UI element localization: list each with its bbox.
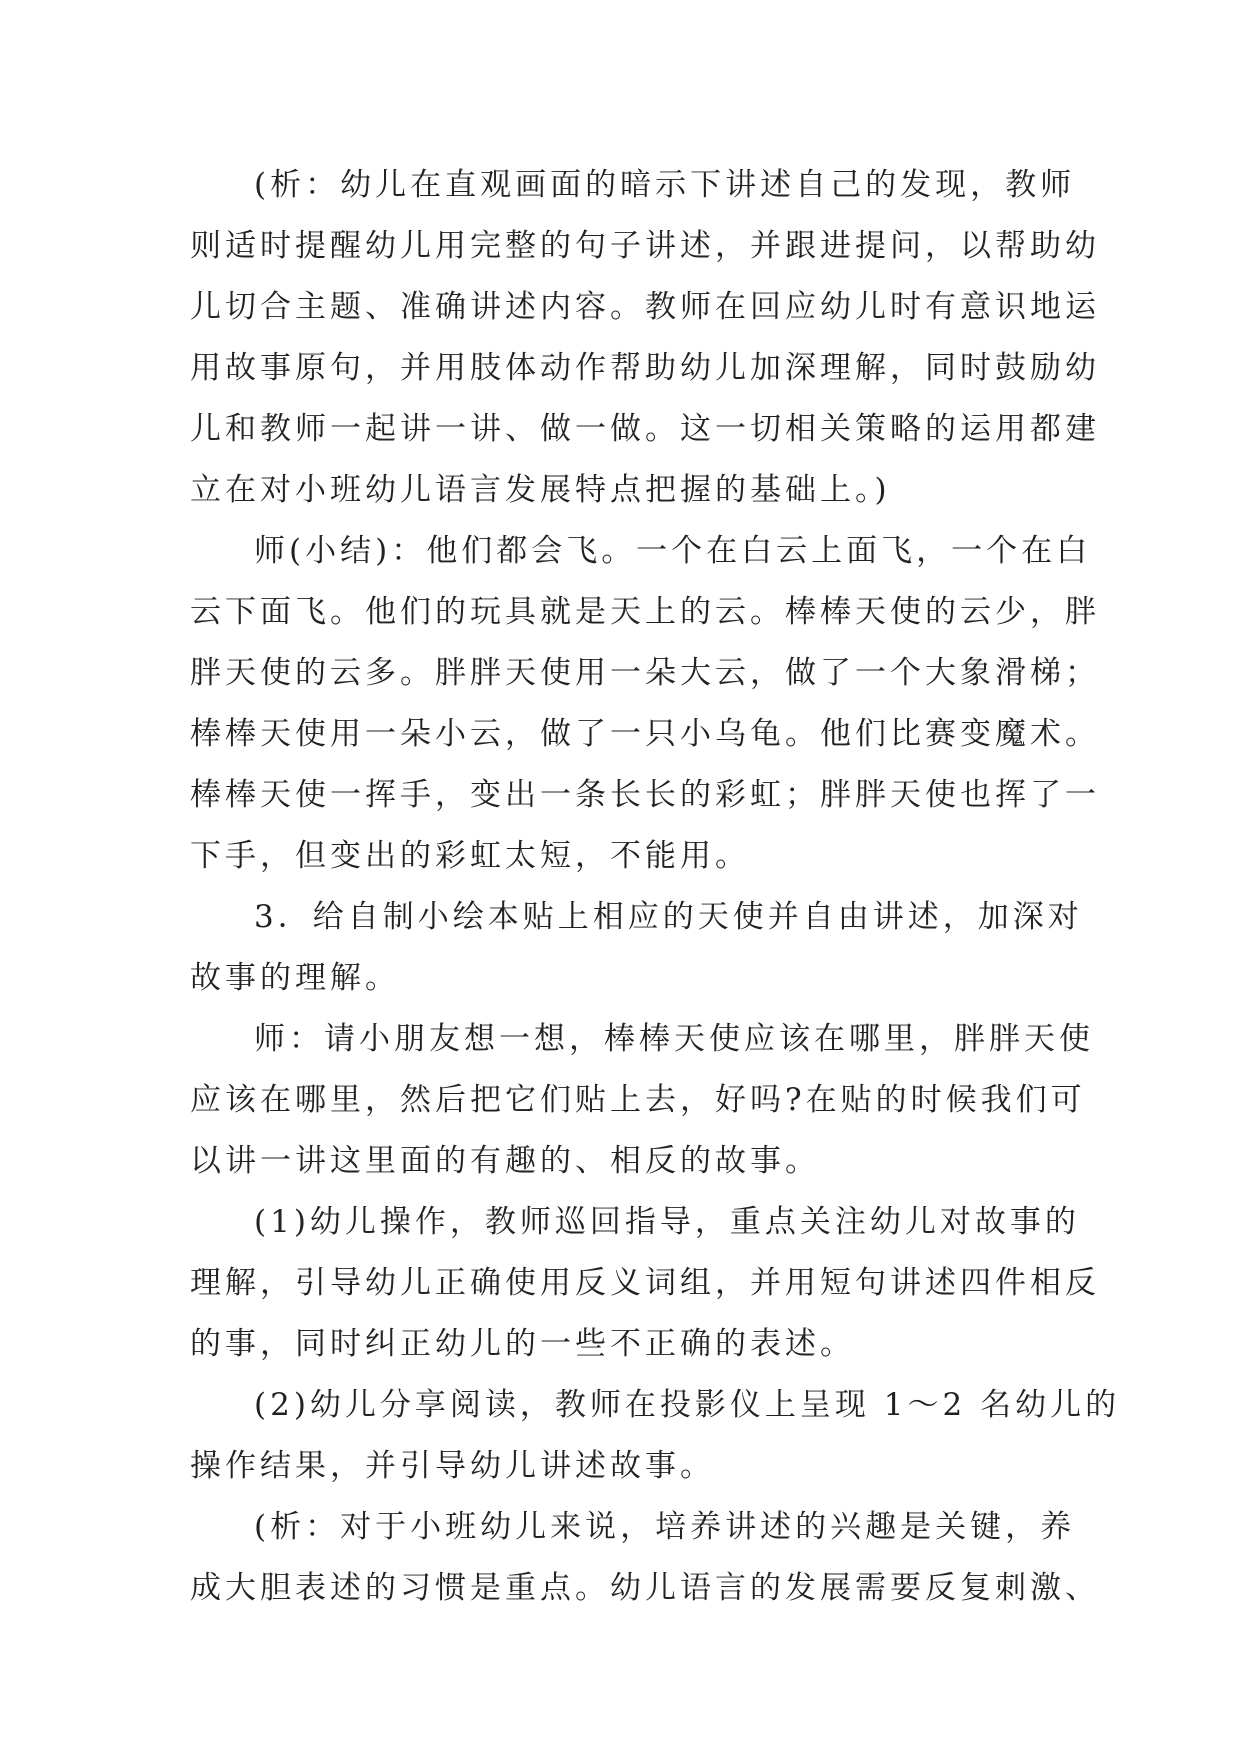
text-line: 儿切合主题、准确讲述内容。教师在回应幼儿时有意识地运 bbox=[190, 289, 1100, 325]
text-line: 的事，同时纠正幼儿的一些不正确的表述。 bbox=[190, 1326, 855, 1362]
paragraph-teacher-summary bbox=[190, 521, 1100, 887]
text-line: (析：幼儿在直观画面的暗示下讲述自己的发现，教师 bbox=[254, 167, 1076, 203]
text-line: 理解，引导幼儿正确使用反义词组，并用短句讲述四件相反 bbox=[190, 1265, 1100, 1301]
text-line: 儿和教师一起讲一讲、做一做。这一切相关策略的运用都建 bbox=[190, 411, 1100, 447]
paragraph-step-3 bbox=[190, 887, 1083, 1009]
text-line: 师(小结)：他们都会飞。一个在白云上面飞，一个在白 bbox=[254, 533, 1092, 569]
text-line: 应该在哪里，然后把它们贴上去，好吗?在贴的时候我们可 bbox=[190, 1082, 1086, 1118]
text-line: 棒棒天使一挥手，变出一条长长的彩虹；胖胖天使也挥了一 bbox=[190, 777, 1100, 813]
text-line: 以讲一讲这里面的有趣的、相反的故事。 bbox=[190, 1143, 820, 1179]
paragraph-teacher-question bbox=[190, 1009, 1094, 1192]
text-line: 下手，但变出的彩虹太短，不能用。 bbox=[190, 838, 750, 874]
text-line: (2)幼儿分享阅读，教师在投影仪上呈现 1～2 名幼儿的 bbox=[254, 1387, 1121, 1423]
text-line: 则适时提醒幼儿用完整的句子讲述，并跟进提问，以帮助幼 bbox=[190, 228, 1100, 264]
text-line: 操作结果，并引导幼儿讲述故事。 bbox=[190, 1448, 715, 1484]
text-line: 用故事原句，并用肢体动作帮助幼儿加深理解，同时鼓励幼 bbox=[190, 350, 1100, 386]
text-line: 师：请小朋友想一想，棒棒天使应该在哪里，胖胖天使 bbox=[254, 1021, 1094, 1057]
paragraph-analysis-2 bbox=[190, 1497, 1100, 1619]
text-line: 棒棒天使用一朵小云，做了一只小乌龟。他们比赛变魔术。 bbox=[190, 716, 1100, 752]
text-line: 成大胆表述的习惯是重点。幼儿语言的发展需要反复刺激、 bbox=[190, 1570, 1100, 1606]
text-line: 故事的理解。 bbox=[190, 960, 400, 996]
text-line: 云下面飞。他们的玩具就是天上的云。棒棒天使的云少，胖 bbox=[190, 594, 1100, 630]
text-line: 胖天使的云多。胖胖天使用一朵大云，做了一个大象滑梯； bbox=[190, 655, 1100, 691]
text-line: 立在对小班幼儿语言发展特点把握的基础上。) bbox=[190, 472, 891, 508]
document-body bbox=[190, 155, 1121, 1619]
paragraph-analysis-1 bbox=[190, 155, 1100, 521]
text-line: (析：对于小班幼儿来说，培养讲述的兴趣是关键，养 bbox=[254, 1509, 1076, 1545]
paragraph-activity-1 bbox=[190, 1192, 1100, 1375]
paragraph-activity-2 bbox=[190, 1375, 1121, 1497]
text-line: 3．给自制小绘本贴上相应的天使并自由讲述，加深对 bbox=[254, 899, 1083, 935]
text-line: (1)幼儿操作，教师巡回指导，重点关注幼儿对故事的 bbox=[254, 1204, 1080, 1240]
